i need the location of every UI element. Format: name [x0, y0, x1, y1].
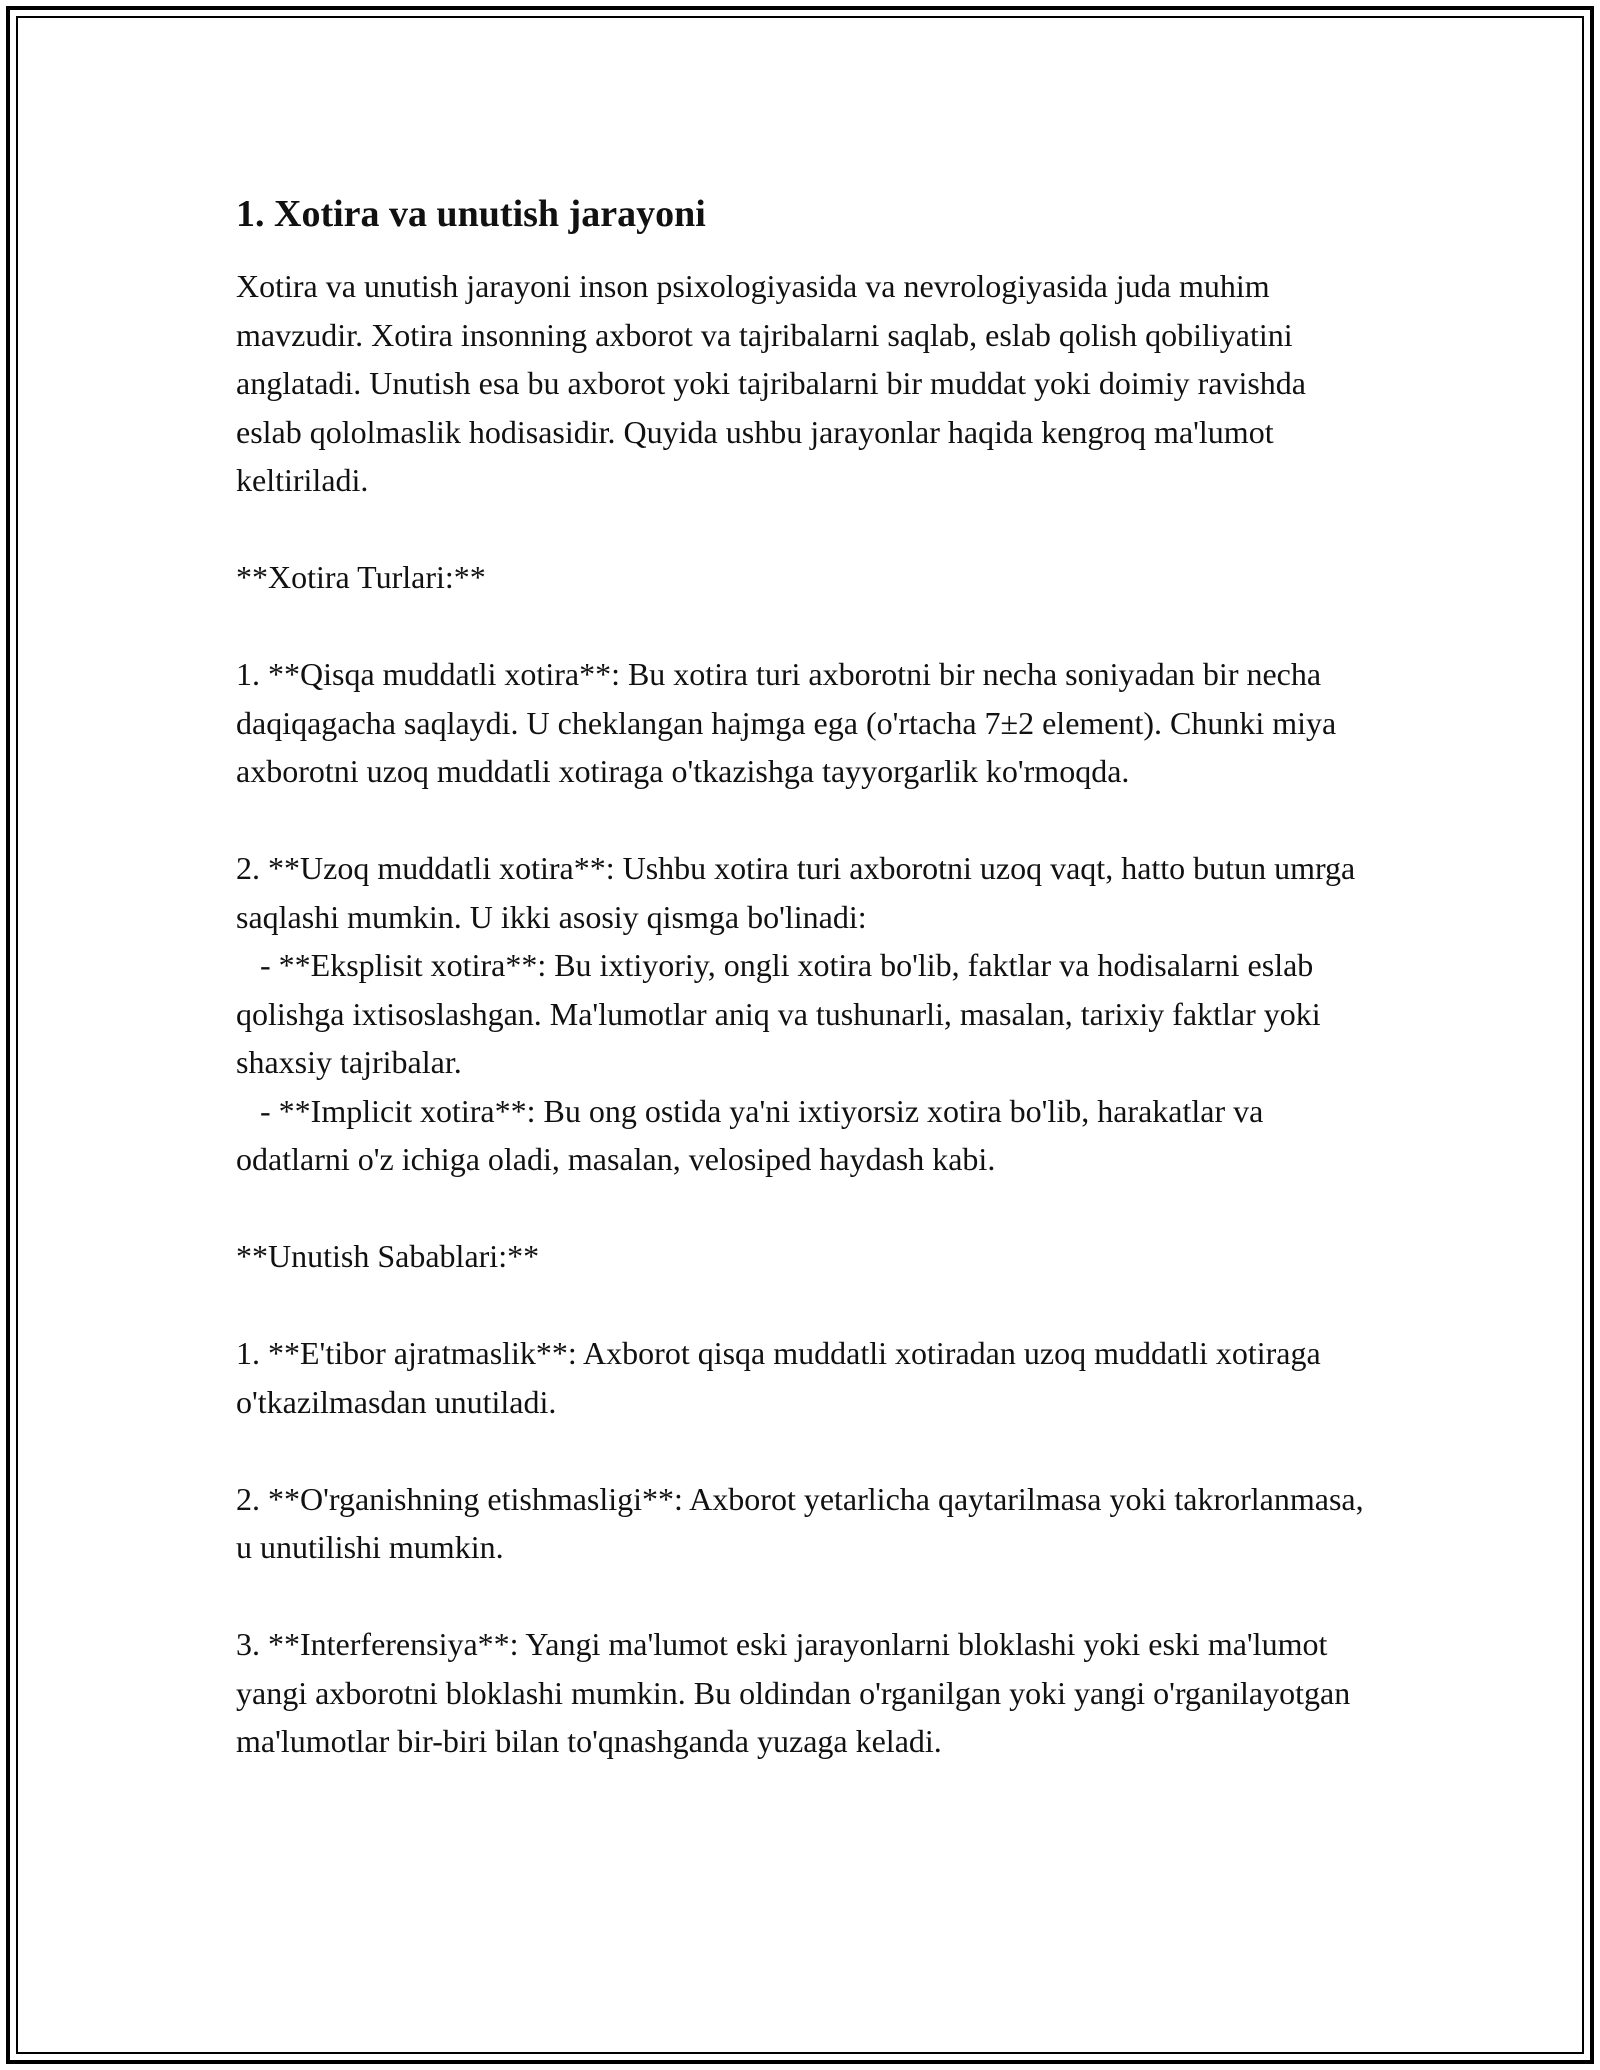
long-term-memory-item: 2. **Uzoq muddatli xotira**: Ushbu xotira turi axborotni uzoq vaqt, hatto butun umrga saqlashi mumkin. U ikki asosiy qismga bo'linadi: - **Eksplisit xotira**: Bu ixtiyoriy, ongli xotira bo'lib, faktlar va hodisalarni eslab qolishga ixtisoslashgan. Ma'lumotlar aniq va tushunarli, masalan, tarixiy faktlar yoki shaxsiy tajribalar. - **Implicit xotira**: Bu ong ostida ya'ni ixtiyorsiz xotira bo'lib, harakatlar va odatlarni o'z ichiga oladi, masalan, velosiped haydash kabi.: [236, 850, 1356, 1177]
intro-paragraph: Xotira va unutish jarayoni inson psixologiyasida va nevrologiyasida juda muhim mavzudir. Xotira insonning axborot va tajribalarni saqlab, eslab qolish qobiliyatini anglatadi. Unutish esa bu axborot yoki tajribalarni bir muddat yoki doimiy ravishda eslab qololmaslik hodisasidir. Quyida ushbu jarayonlar haqida kengroq ma'lumot keltiriladi.: [236, 268, 1314, 498]
document-body: [236, 186, 1372, 1814]
forgetting-causes-subheading: **Unutish Sabablari:**: [236, 1238, 540, 1274]
learning-cause-item: 2. **O'rganishning etishmasligi**: Axborot yetarlicha qaytarilmasa yoki takrorlanmasa, u unutilishi mumkin.: [236, 1480, 1372, 1565]
attention-cause-item: 1. **E'tibor ajratmaslik**: Axborot qisqa muddatli xotiradan uzoq muddatli xotiraga o'tkazilmasdan unutiladi.: [236, 1335, 1329, 1420]
short-term-memory-item: 1. **Qisqa muddatli xotira**: Bu xotira turi axborotni bir necha soniyadan bir necha daqiqagacha saqlaydi. U cheklangan hajmga ega (o'rtacha 7±2 element). Chunki miya axborotni uzoq muddatli xotiraga o'tkazishga tayyorgarlik ko'rmoqda.: [236, 656, 1345, 789]
memory-types-subheading: **Xotira Turlari:**: [236, 559, 486, 595]
section-heading: 1. Xotira va unutish jarayoni: [236, 193, 706, 235]
interference-cause-item: 3. **Interferensiya**: Yangi ma'lumot eski jarayonlarni bloklashi yoki eski ma'lumot yangi axborotni bloklashi mumkin. Bu oldindan o'rganilgan yoki yangi o'rganilayotgan ma'lumotlar bir-biri bilan to'qnashganda yuzaga keladi.: [236, 1626, 1359, 1759]
